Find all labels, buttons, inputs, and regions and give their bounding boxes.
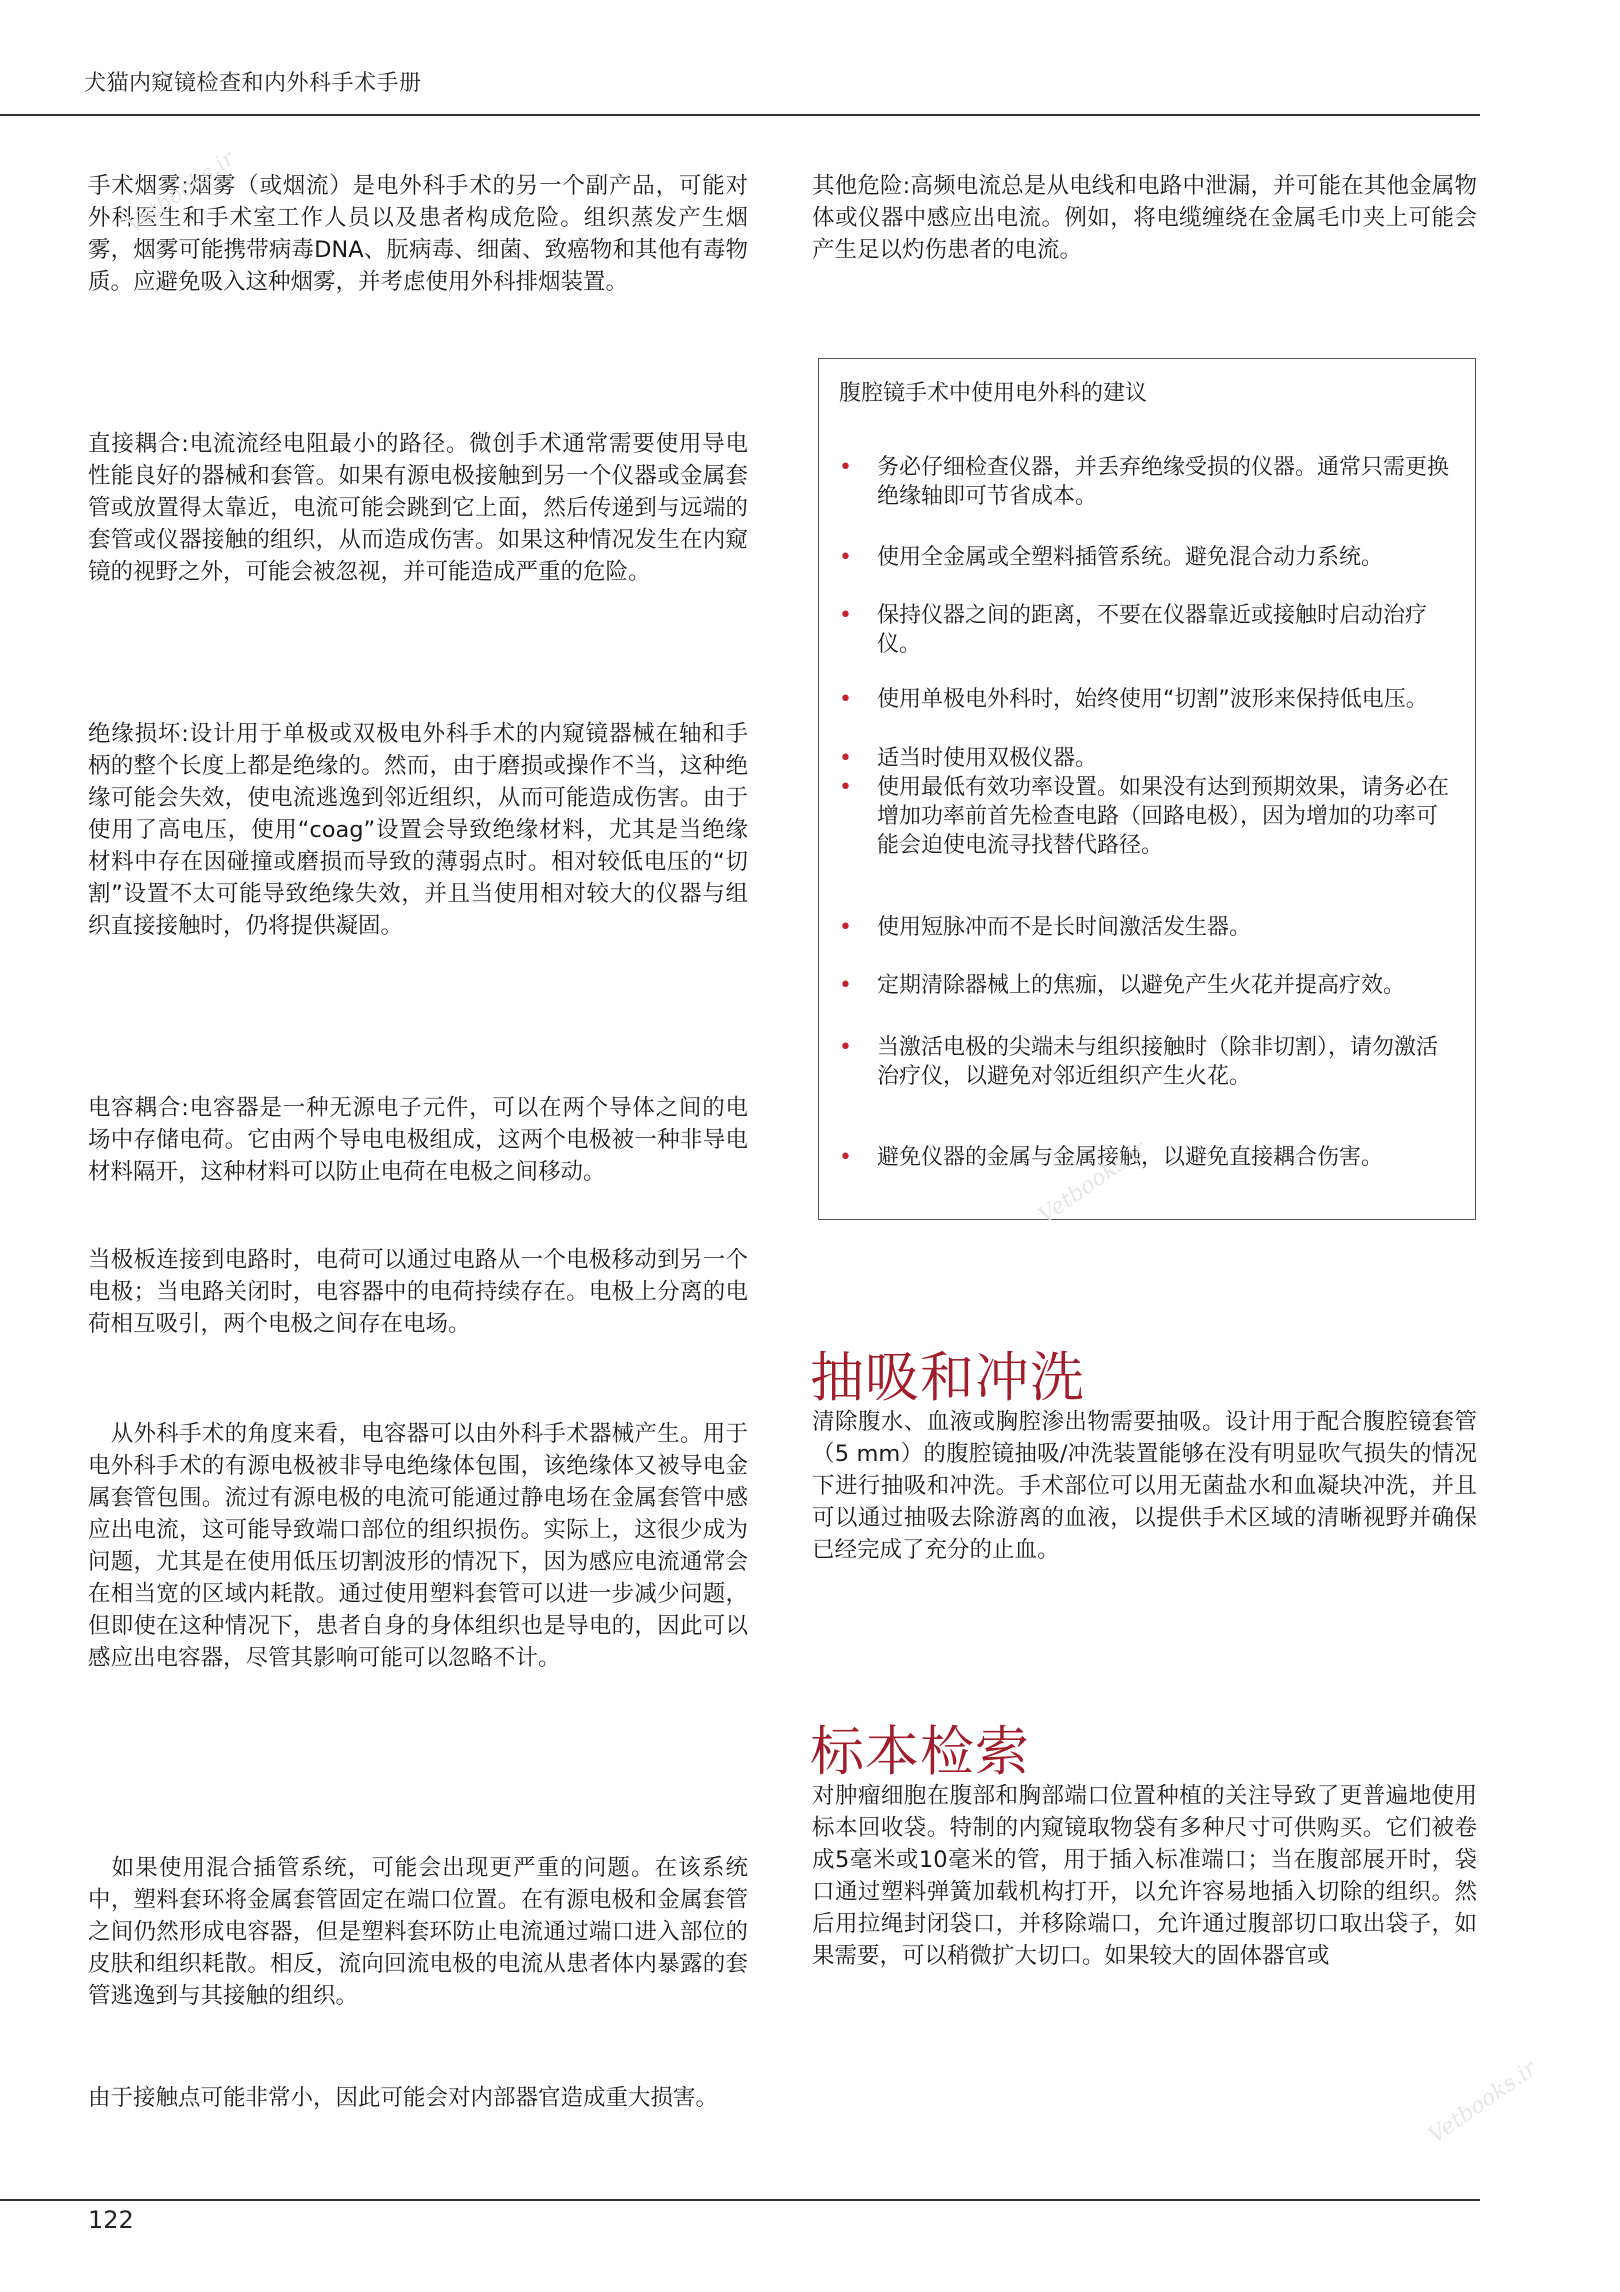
paragraph-capacitive-coupling: 电容耦合:电容器是一种无源电子元件，可以在两个导体之间的电场中存储电荷。它由两个导电电极组成，这两个电极被一种非导电材料隔开，这种材料可以防止电荷在电极之间移动。 xyxy=(88,1095,748,1185)
header-rule xyxy=(0,114,1480,116)
bullet-icon: • xyxy=(839,746,852,771)
tip-item: • 保持仪器之间的距离，不要在仪器靠近或接触时启动治疗仪。 xyxy=(839,603,1428,657)
bullet-icon: • xyxy=(839,687,852,712)
bullet-icon: • xyxy=(839,603,852,628)
tip-item: • 务必仔细检查仪器，并丢弃绝缘受损的仪器。通常只需更换绝缘轴即可节省成本。 xyxy=(839,455,1450,509)
watermark: Vetbooks.ir xyxy=(1424,2056,1542,2149)
footer-rule xyxy=(0,2199,1480,2201)
bullet-icon: • xyxy=(839,1145,852,1170)
paragraph-suction-irrigation: 清除腹水、血液或胸腔渗出物需要抽吸。设计用于配合腹腔镜套管（5 mm）的腹腔镜抽吸/冲洗装置能够在没有明显吹气损失的情况下进行抽吸和冲洗。手术部位可以用无菌盐水和血凝块冲洗，并且可以通过抽吸去除游离的血液，以提供手术区域的清晰视野并确保已经完成了充分的止血。 xyxy=(812,1409,1477,1563)
paragraph-other-hazards: 其他危险:高频电流总是从电线和电路中泄漏，并可能在其他金属物体或仪器中感应出电流。例如，将电缆缠绕在金属毛巾夹上可能会产生足以灼伤患者的电流。 xyxy=(812,173,1477,263)
bullet-icon: • xyxy=(839,775,852,800)
page-number: 122 xyxy=(88,2206,134,2234)
bullet-icon: • xyxy=(839,455,852,480)
bullet-icon: • xyxy=(839,973,852,998)
tip-item: • 使用单极电外科时，始终使用“切割”波形来保持低电压。 xyxy=(839,687,1428,712)
paragraph-surgical-capacitor: 从外科手术的角度来看，电容器可以由外科手术器械产生。用于电外科手术的有源电极被非导电绝缘体包围，该绝缘体又被导电金属套管包围。流过有源电极的电流可能通过静电场在金属套管中感应出电流，这可能导致端口部位的组织损伤。实际上，这很少成为问题，尤其是在使用低压切割波形的情况下，因为感应电流通常会在相当宽的区域内耗散。通过使用塑料套管可以进一步减少问题，但即使在这种情况下，患者自身的身体组织也是导电的，因此可以感应出电容器，尽管其影响可能可以忽略不计。 xyxy=(88,1421,748,1671)
paragraph-hybrid-cannula: 如果使用混合插管系统，可能会出现更严重的问题。在该系统中，塑料套环将金属套管固定在端口位置。在有源电极和金属套管之间仍然形成电容器，但是塑料套环防止电流通过端口进入部位的皮肤和组织耗散。相反，流向回流电极的电流从患者体内暴露的套管逃逸到与其接触的组织。 xyxy=(88,1855,748,2009)
paragraph-contact-point: 由于接触点可能非常小，因此可能会对内部器官造成重大损害。 xyxy=(88,2085,719,2111)
watermark: Vetbooks.ir xyxy=(122,146,240,239)
tip-item: • 当激活电极的尖端未与组织接触时（除非切割），请勿激活治疗仪，以避免对邻近组织产生火花。 xyxy=(839,1035,1439,1089)
bullet-icon: • xyxy=(839,1035,852,1060)
paragraph-surgical-smoke: 手术烟雾:烟雾（或烟流）是电外科手术的另一个副产品，可能对外科医生和手术室工作人员以及患者构成危险。组织蒸发产生烟雾，烟雾可能携带病毒DNA、朊病毒、细菌、致癌物和其他有毒物质。应避免吸入这种烟雾，并考虑使用外科排烟装置。 xyxy=(88,173,748,295)
tip-item: • 避免仪器的金属与金属接触，以避免直接耦合伤害。 xyxy=(839,1145,1384,1170)
paragraph-capacitor-circuit: 当极板连接到电路时，电荷可以通过电路从一个电极移动到另一个电极；当电路关闭时，电容器中的电荷持续存在。电极上分离的电荷相互吸引，两个电极之间存在电场。 xyxy=(88,1247,748,1337)
paragraph-specimen-retrieval: 对肿瘤细胞在腹部和胸部端口位置种植的关注导致了更普遍地使用标本回收袋。特制的内窥镜取物袋有多种尺寸可供购买。它们被卷成5毫米或10毫米的管，用于插入标准端口；当在腹部展开时，袋口通过塑料弹簧加载机构打开，以允许容易地插入切除的组织。然后用拉绳封闭袋口，并移除端口，允许通过腹部切口取出袋子，如果需要，可以稍微扩大切口。如果较大的固体器官或 xyxy=(812,1783,1477,1969)
watermark: Vetbooks.ir xyxy=(1034,1136,1152,1229)
recommendations-box xyxy=(818,358,1476,1220)
bullet-icon: • xyxy=(839,915,852,940)
paragraph-direct-coupling: 直接耦合:电流流经电阻最小的路径。微创手术通常需要使用导电性能良好的器械和套管。如果有源电极接触到另一个仪器或金属套管或放置得太靠近，电流可能会跳到它上面，然后传递到与远端的套管或仪器接触的组织，从而造成伤害。如果这种情况发生在内窥镜的视野之外，可能会被忽视，并可能造成严重的危险。 xyxy=(88,431,748,585)
section-heading-suction: 抽吸和冲洗 xyxy=(810,1346,1085,1409)
recommendations-title: 腹腔镜手术中使用电外科的建议 xyxy=(839,381,1148,406)
paragraph-insulation-failure: 绝缘损坏:设计用于单极或双极电外科手术的内窥镜器械在轴和手柄的整个长度上都是绝缘的。然而，由于磨损或操作不当，这种绝缘可能会失效，使电流逃逸到邻近组织，从而可能造成伤害。由于使用了高电压，使用“coag”设置会导致绝缘材料，尤其是当绝缘材料中存在因碰撞或磨损而导致的薄弱点时。相对较低电压的“切割”设置不太可能导致绝缘失效，并且当使用相对较大的仪器与组织直接接触时，仍将提供凝固。 xyxy=(88,721,748,939)
tip-item: • 定期清除器械上的焦痂，以避免产生火花并提高疗效。 xyxy=(839,973,1406,998)
section-heading-specimen: 标本检索 xyxy=(810,1720,1030,1783)
tip-item: • 使用全金属或全塑料插管系统。避免混合动力系统。 xyxy=(839,545,1384,570)
running-header: 犬猫内窥镜检查和内外科手术手册 xyxy=(84,71,422,96)
tip-item: • 使用短脉冲而不是长时间激活发生器。 xyxy=(839,915,1252,940)
bullet-icon: • xyxy=(839,545,852,570)
tip-item: • 适当时使用双极仪器。 xyxy=(839,746,1098,771)
tip-item: • 使用最低有效功率设置。如果没有达到预期效果，请务必在增加功率前首先检查电路（回路电极），因为增加的功率可能会迫使电流寻找替代路径。 xyxy=(839,775,1450,858)
